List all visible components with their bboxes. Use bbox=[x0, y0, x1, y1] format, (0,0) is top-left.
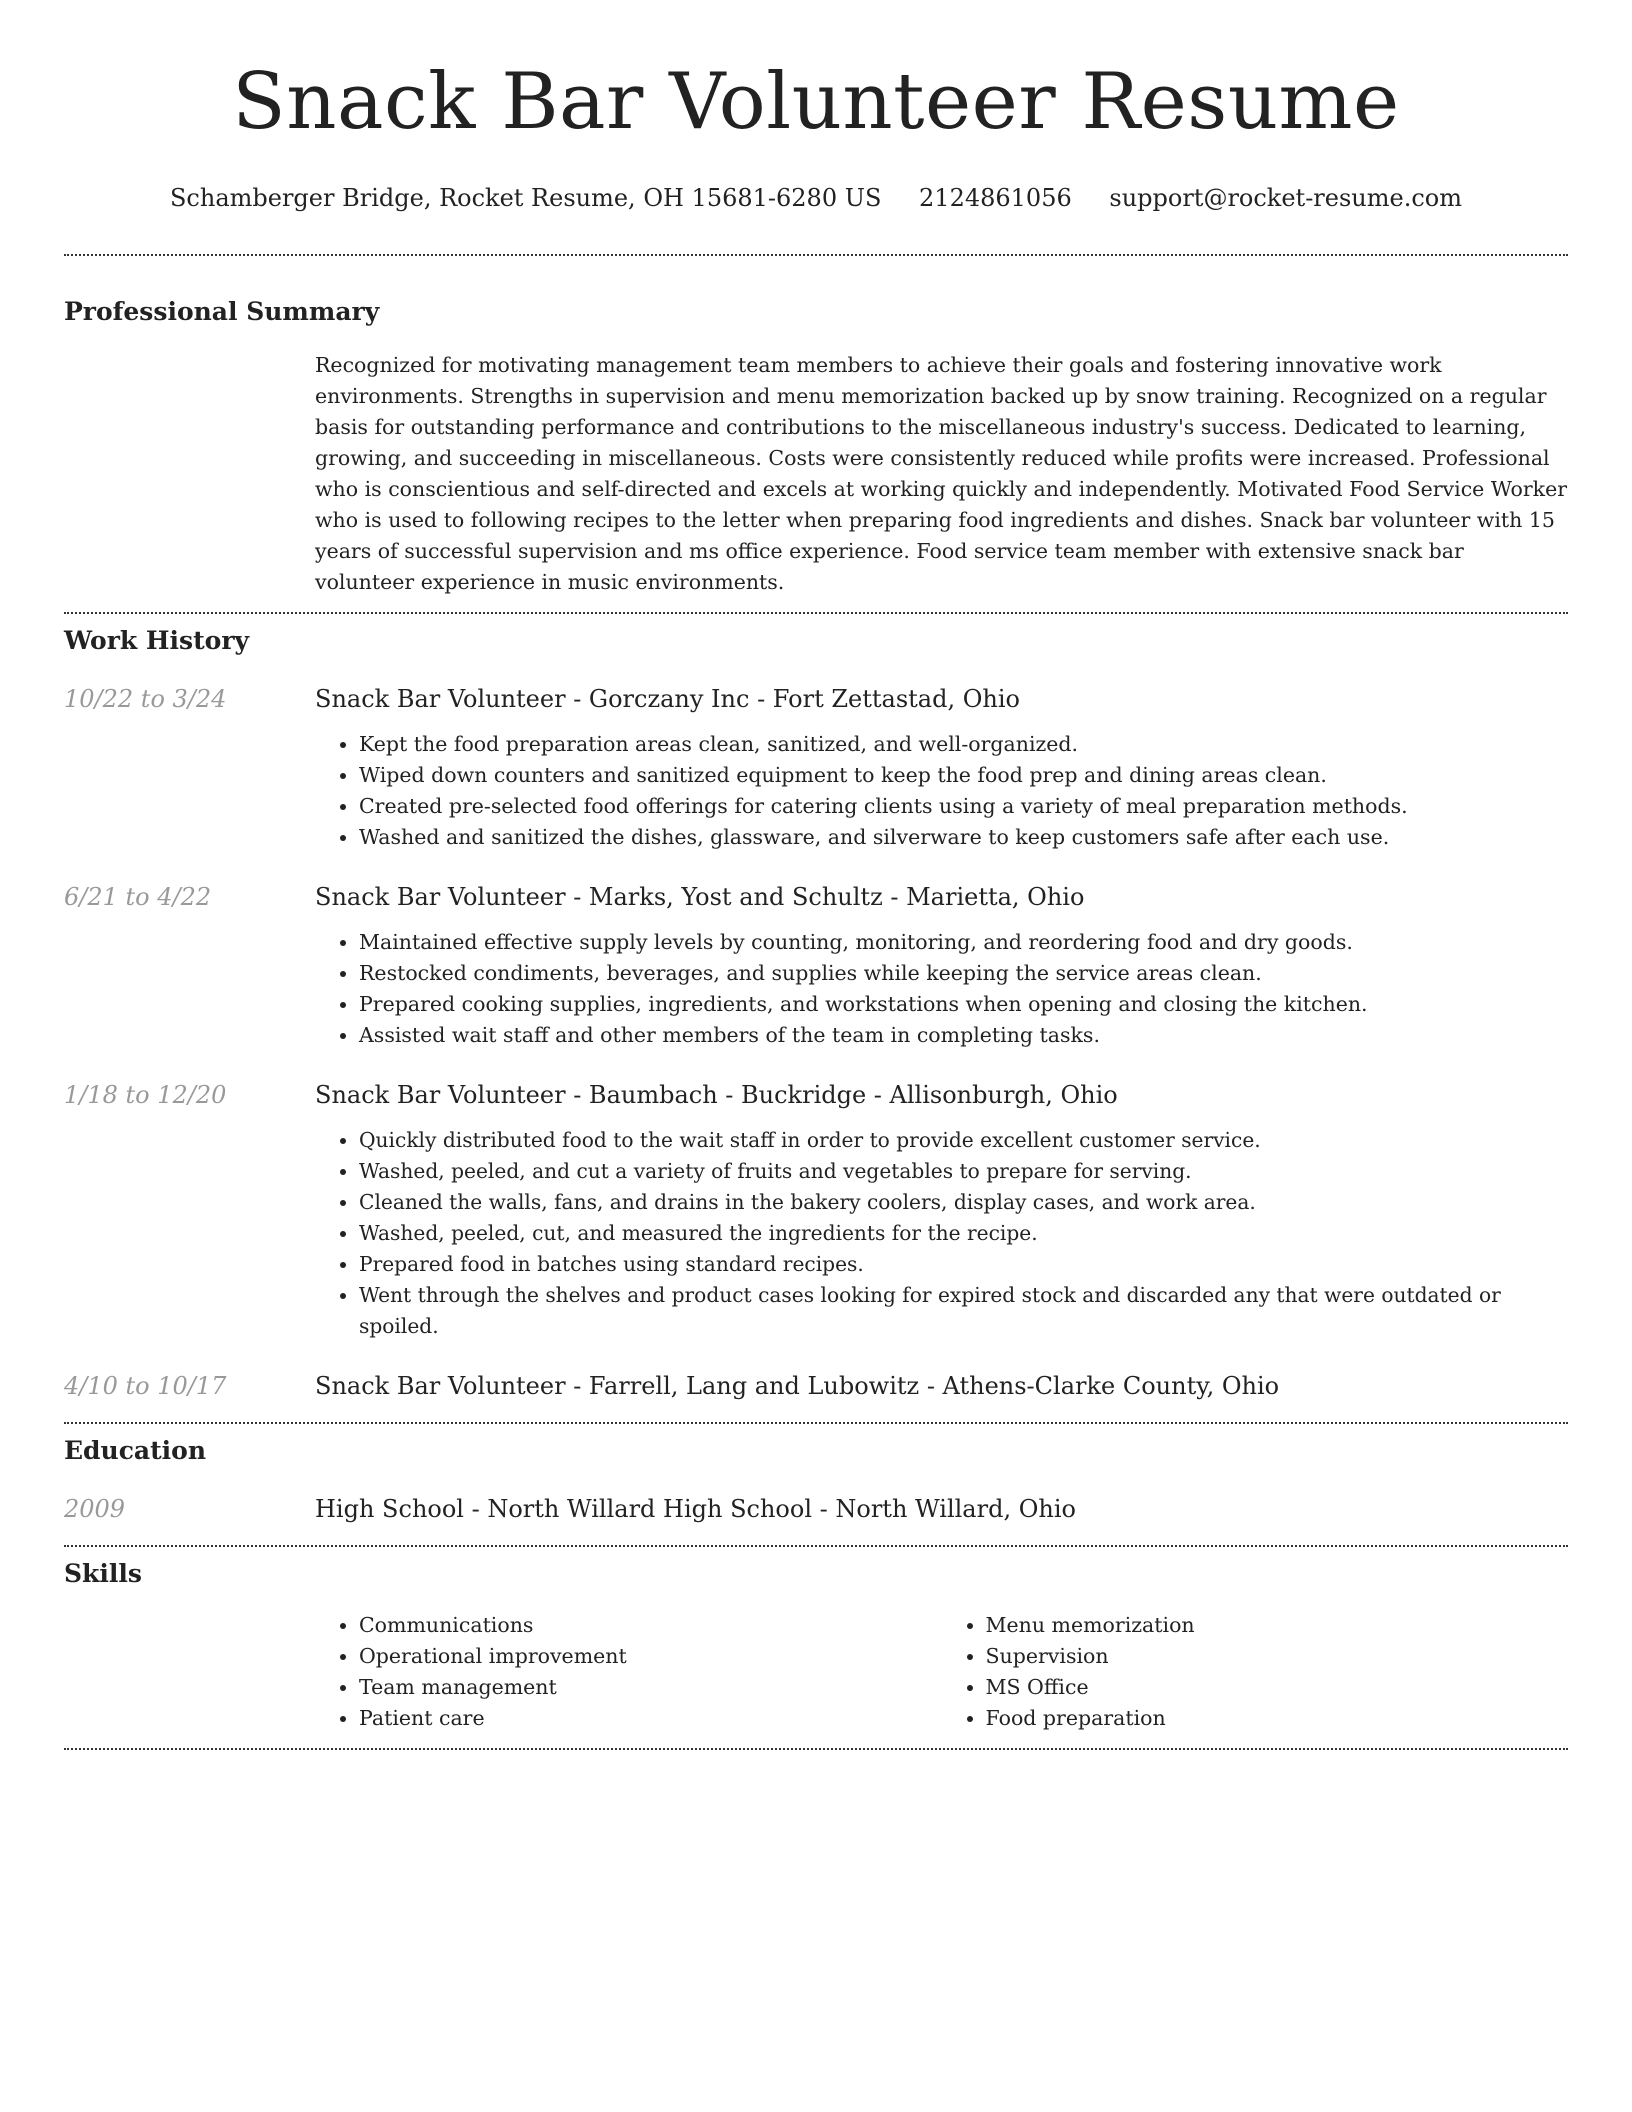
resume-page bbox=[64, 0, 1568, 1750]
job-dates: 6/21 to 4/22 bbox=[64, 883, 212, 911]
job-dates: 10/22 to 3/24 bbox=[64, 685, 227, 713]
list-item: • Wiped down counters and sanitized equipment to keep the food prep and dining areas clean. bbox=[359, 760, 1568, 791]
summary-text: Recognized for motivating management team members to achieve their goals and fostering innovative work environments. Strengths in supervision and menu memorization backed up by snow training. Recognized on a regular basis for outstanding performance and contributions to the miscellaneous industry's success. Dedicated to learning, growing, and succeeding in miscellaneous. Costs were consistently reduced while profits were increased. Professional who is conscientious and self-directed and excels at working quickly and independently. Motivated Food Service Worker who is used to following recipes to the letter when preparing food ingredients and dishes. Snack bar volunteer with 15 years of successful supervision and ms office experience. Food service team member with extensive snack bar volunteer experience in music environments. bbox=[315, 353, 1568, 594]
work-history-heading: Work History bbox=[64, 626, 250, 655]
skills-column-left bbox=[315, 1610, 942, 1734]
job-bullets bbox=[315, 1125, 1568, 1342]
list-item: • Prepared food in batches using standard recipes. bbox=[359, 1249, 1568, 1280]
skills-list bbox=[315, 1610, 1568, 1734]
list-item: • Restocked condiments, beverages, and supplies while keeping the service areas clean. bbox=[359, 958, 1568, 989]
list-item: • Maintained effective supply levels by counting, monitoring, and reordering food and dry goods. bbox=[359, 927, 1568, 958]
skill-item: • Communications bbox=[359, 1610, 942, 1641]
education-section bbox=[64, 1435, 1568, 1525]
list-item: • Washed, peeled, cut, and measured the ingredients for the recipe. bbox=[359, 1218, 1568, 1249]
job-title: Snack Bar Volunteer - Gorczany Inc - Fort Zettastad, Ohio bbox=[315, 685, 1020, 713]
job-entry bbox=[64, 881, 1568, 1051]
work-history-section bbox=[64, 625, 1568, 1402]
job-title: Snack Bar Volunteer - Marks, Yost and Schultz - Marietta, Ohio bbox=[315, 883, 1085, 911]
skill-item: • Food preparation bbox=[986, 1703, 1569, 1734]
job-entry bbox=[64, 1079, 1568, 1342]
education-heading: Education bbox=[64, 1436, 207, 1465]
list-item: • Washed and sanitized the dishes, glassware, and silverware to keep customers safe after each use. bbox=[359, 822, 1568, 853]
skills-heading: Skills bbox=[64, 1559, 142, 1588]
divider bbox=[64, 1422, 1568, 1424]
skills-column-right bbox=[942, 1610, 1569, 1734]
contact-phone: 2124861056 bbox=[919, 184, 1072, 212]
list-item: • Quickly distributed food to the wait staff in order to provide excellent customer service. bbox=[359, 1125, 1568, 1156]
job-bullets bbox=[315, 729, 1568, 853]
job-dates: 4/10 to 10/17 bbox=[64, 1372, 227, 1400]
skill-item: • MS Office bbox=[986, 1672, 1569, 1703]
job-entry bbox=[64, 1370, 1568, 1402]
divider bbox=[64, 1545, 1568, 1547]
divider bbox=[64, 612, 1568, 614]
page-title: Snack Bar Volunteer Resume bbox=[232, 57, 1400, 147]
job-title: Snack Bar Volunteer - Farrell, Lang and Lubowitz - Athens-Clarke County, Ohio bbox=[315, 1372, 1280, 1400]
skills-section bbox=[64, 1558, 1568, 1734]
job-entry bbox=[64, 683, 1568, 853]
divider bbox=[64, 254, 1568, 256]
list-item: • Went through the shelves and product cases looking for expired stock and discarded any that were outdated or spoiled. bbox=[359, 1280, 1568, 1342]
divider bbox=[64, 1748, 1568, 1750]
job-dates: 1/18 to 12/20 bbox=[64, 1081, 227, 1109]
summary-section bbox=[64, 296, 1568, 598]
list-item: • Created pre-selected food offerings for catering clients using a variety of meal preparation methods. bbox=[359, 791, 1568, 822]
summary-heading: Professional Summary bbox=[64, 297, 380, 326]
education-title: High School - North Willard High School - North Willard, Ohio bbox=[315, 1495, 1076, 1523]
list-item: • Prepared cooking supplies, ingredients, and workstations when opening and closing the kitchen. bbox=[359, 989, 1568, 1020]
list-item: • Washed, peeled, and cut a variety of fruits and vegetables to prepare for serving. bbox=[359, 1156, 1568, 1187]
skill-item: • Menu memorization bbox=[986, 1610, 1569, 1641]
education-entry bbox=[64, 1493, 1568, 1525]
skill-item: • Supervision bbox=[986, 1641, 1569, 1672]
list-item: • Cleaned the walls, fans, and drains in the bakery coolers, display cases, and work area. bbox=[359, 1187, 1568, 1218]
contact-email: support@rocket-resume.com bbox=[1109, 184, 1462, 212]
list-item: • Kept the food preparation areas clean, sanitized, and well-organized. bbox=[359, 729, 1568, 760]
education-year: 2009 bbox=[64, 1495, 126, 1523]
contact-line bbox=[64, 182, 1568, 214]
job-bullets bbox=[315, 927, 1568, 1051]
skill-item: • Patient care bbox=[359, 1703, 942, 1734]
skill-item: • Operational improvement bbox=[359, 1641, 942, 1672]
contact-address: Schamberger Bridge, Rocket Resume, OH 15681-6280 US bbox=[169, 184, 882, 212]
job-title: Snack Bar Volunteer - Baumbach - Buckridge - Allisonburgh, Ohio bbox=[315, 1081, 1118, 1109]
list-item: • Assisted wait staff and other members of the team in completing tasks. bbox=[359, 1020, 1568, 1051]
skill-item: • Team management bbox=[359, 1672, 942, 1703]
